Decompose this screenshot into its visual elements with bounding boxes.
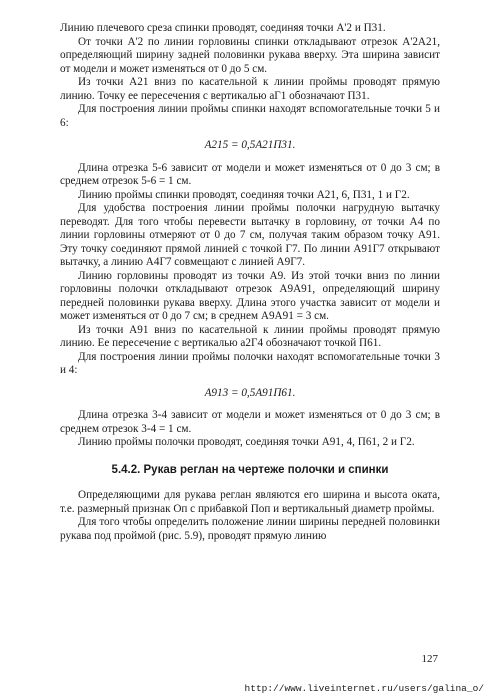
page-number: 127 xyxy=(421,653,438,665)
paragraph: Из точки А91 вниз по касательной к линии проймы проводят прямую линию. Ее пересечение с вертикалью а2Г4 обозначают точкой П61. xyxy=(60,323,440,349)
paragraph: От точки А'2 по линии горловины спинки откладывают отрезок А'2А21, определяющий ширину задней половинки рукава вверху. Эта ширина зависит от модели и может изменяться от 0 до 5 см. xyxy=(60,35,440,75)
paragraph: Для построения линии проймы полочки находят вспомогательные точки 3 и 4: xyxy=(60,350,440,376)
paragraph: Линию горловины проводят из точки А9. Из этой точки вниз по линии горловины полочки откладывают отрезок А9А91, определяющий ширину передней половинки рукава вверху. Длина этого участка зависит от модели и может изменяться от 0 до 7 см; в среднем А9А91 = 3 см. xyxy=(60,269,440,322)
paragraph: Для того чтобы определить положение линии ширины передней половинки рукава под проймой (рис. 5.9), проводят прямую линию xyxy=(60,516,440,542)
paragraph: Определяющими для рукава реглан являются его ширина и высота оката, т.е. размерный признак Оп с прибавкой Поп и вертикальный диаметр проймы. xyxy=(60,489,440,515)
paragraph: Линию проймы полочки проводят, соединяя точки А91, 4, П61, 2 и Г2. xyxy=(78,436,415,448)
paragraph: Линию проймы спинки проводят, соединяя точки А21, 6, П31, 1 и Г2. xyxy=(78,188,410,201)
body-text xyxy=(60,22,440,543)
section-heading: 5.4.2. Рукав реглан на чертеже полочки и спинки xyxy=(111,463,389,476)
paragraph: Для удобства построения линии проймы полочки нагрудную вытачку переводят. Для того чтобы перевести вытачку в горловину, от точки А4 по линии горловины отмеряют от 0 до 7 см, получая таким образом точку А91. Эту точку соединяют прямой линией с точкой Г7. По линии А91Г7 открывают вытачку, а линию А4Г7 совмещают с линией А9Г7. xyxy=(60,202,440,268)
formula: А215 = 0,5А21П31. xyxy=(204,139,296,151)
formula: А913 = 0,5А91П61. xyxy=(204,386,296,399)
paragraph: Длина отрезка 5-6 зависит от модели и может изменяться от 0 до 3 см; в среднем отрезок 5-6 = 1 см. xyxy=(60,161,440,187)
paragraph: Из точки А21 вниз по касательной к линии проймы проводят прямую линию. Точку ее пересечения с вертикалью аГ1 обозначают П31. xyxy=(60,76,440,102)
source-url[interactable]: http://www.liveinternet.ru/users/galina_o/ xyxy=(244,683,484,694)
paragraph: Для построения линии проймы спинки находят вспомогательные точки 5 и 6: xyxy=(60,103,440,129)
paragraph: Линию плечевого среза спинки проводят, соединяя точки А'2 и П31. xyxy=(60,22,386,34)
paragraph: Длина отрезка 3-4 зависит от модели и может изменяться от 0 до 3 см; в среднем отрезок 3-4 = 1 см. xyxy=(60,409,440,435)
